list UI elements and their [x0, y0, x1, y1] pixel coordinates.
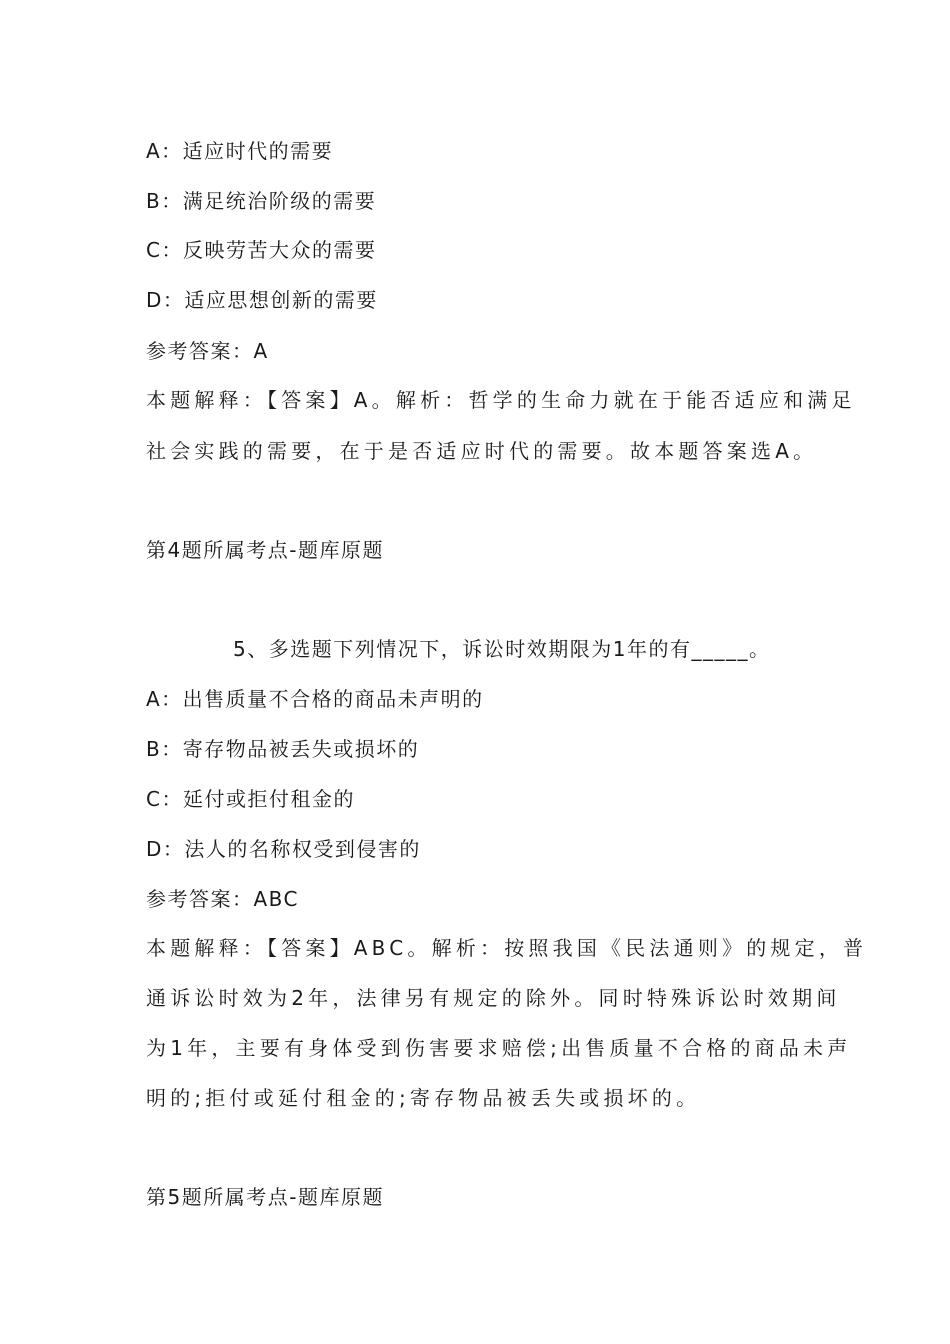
q5-option-b: B：寄存物品被丢失或损坏的: [146, 737, 420, 761]
q4-source: 第4题所属考点-题库原题: [146, 538, 384, 562]
q5-explanation-line1: 本题解释：【答案】ABC。解析：按照我国《民法通则》的规定，普: [146, 936, 868, 960]
q5-explanation-line4: 明的;拒付或延付租金的;寄存物品被丢失或损坏的。: [146, 1086, 701, 1110]
q4-explanation-line2: 社会实践的需要，在于是否适应时代的需要。故本题答案选A。: [146, 439, 818, 463]
q5-option-c: C：延付或拒付租金的: [146, 787, 355, 811]
q4-answer: 参考答案：A: [146, 339, 269, 363]
q5-answer: 参考答案：ABC: [146, 887, 300, 911]
q4-option-d: D：适应思想创新的需要: [146, 288, 378, 312]
q4-explanation-line1: 本题解释：【答案】A。解析：哲学的生命力就在于能否适应和满足: [146, 388, 856, 412]
q4-option-a: A：适应时代的需要: [146, 139, 334, 163]
q4-option-c: C：反映劳苦大众的需要: [146, 238, 377, 262]
q4-option-b: B：满足统治阶级的需要: [146, 189, 377, 213]
q5-explanation-line2: 通诉讼时效为2年，法律另有规定的除外。同时特殊诉讼时效期间: [146, 986, 841, 1010]
q5-title: 5、多选题下列情况下，诉讼时效期限为1年的有_____。: [233, 637, 771, 661]
q5-option-a: A：出售质量不合格的商品未声明的: [146, 687, 484, 711]
q5-source: 第5题所属考点-题库原题: [146, 1185, 384, 1209]
q5-option-d: D：法人的名称权受到侵害的: [146, 837, 421, 861]
q5-explanation-line3: 为1年，主要有身体受到伤害要求赔偿;出售质量不合格的商品未声: [146, 1036, 852, 1060]
